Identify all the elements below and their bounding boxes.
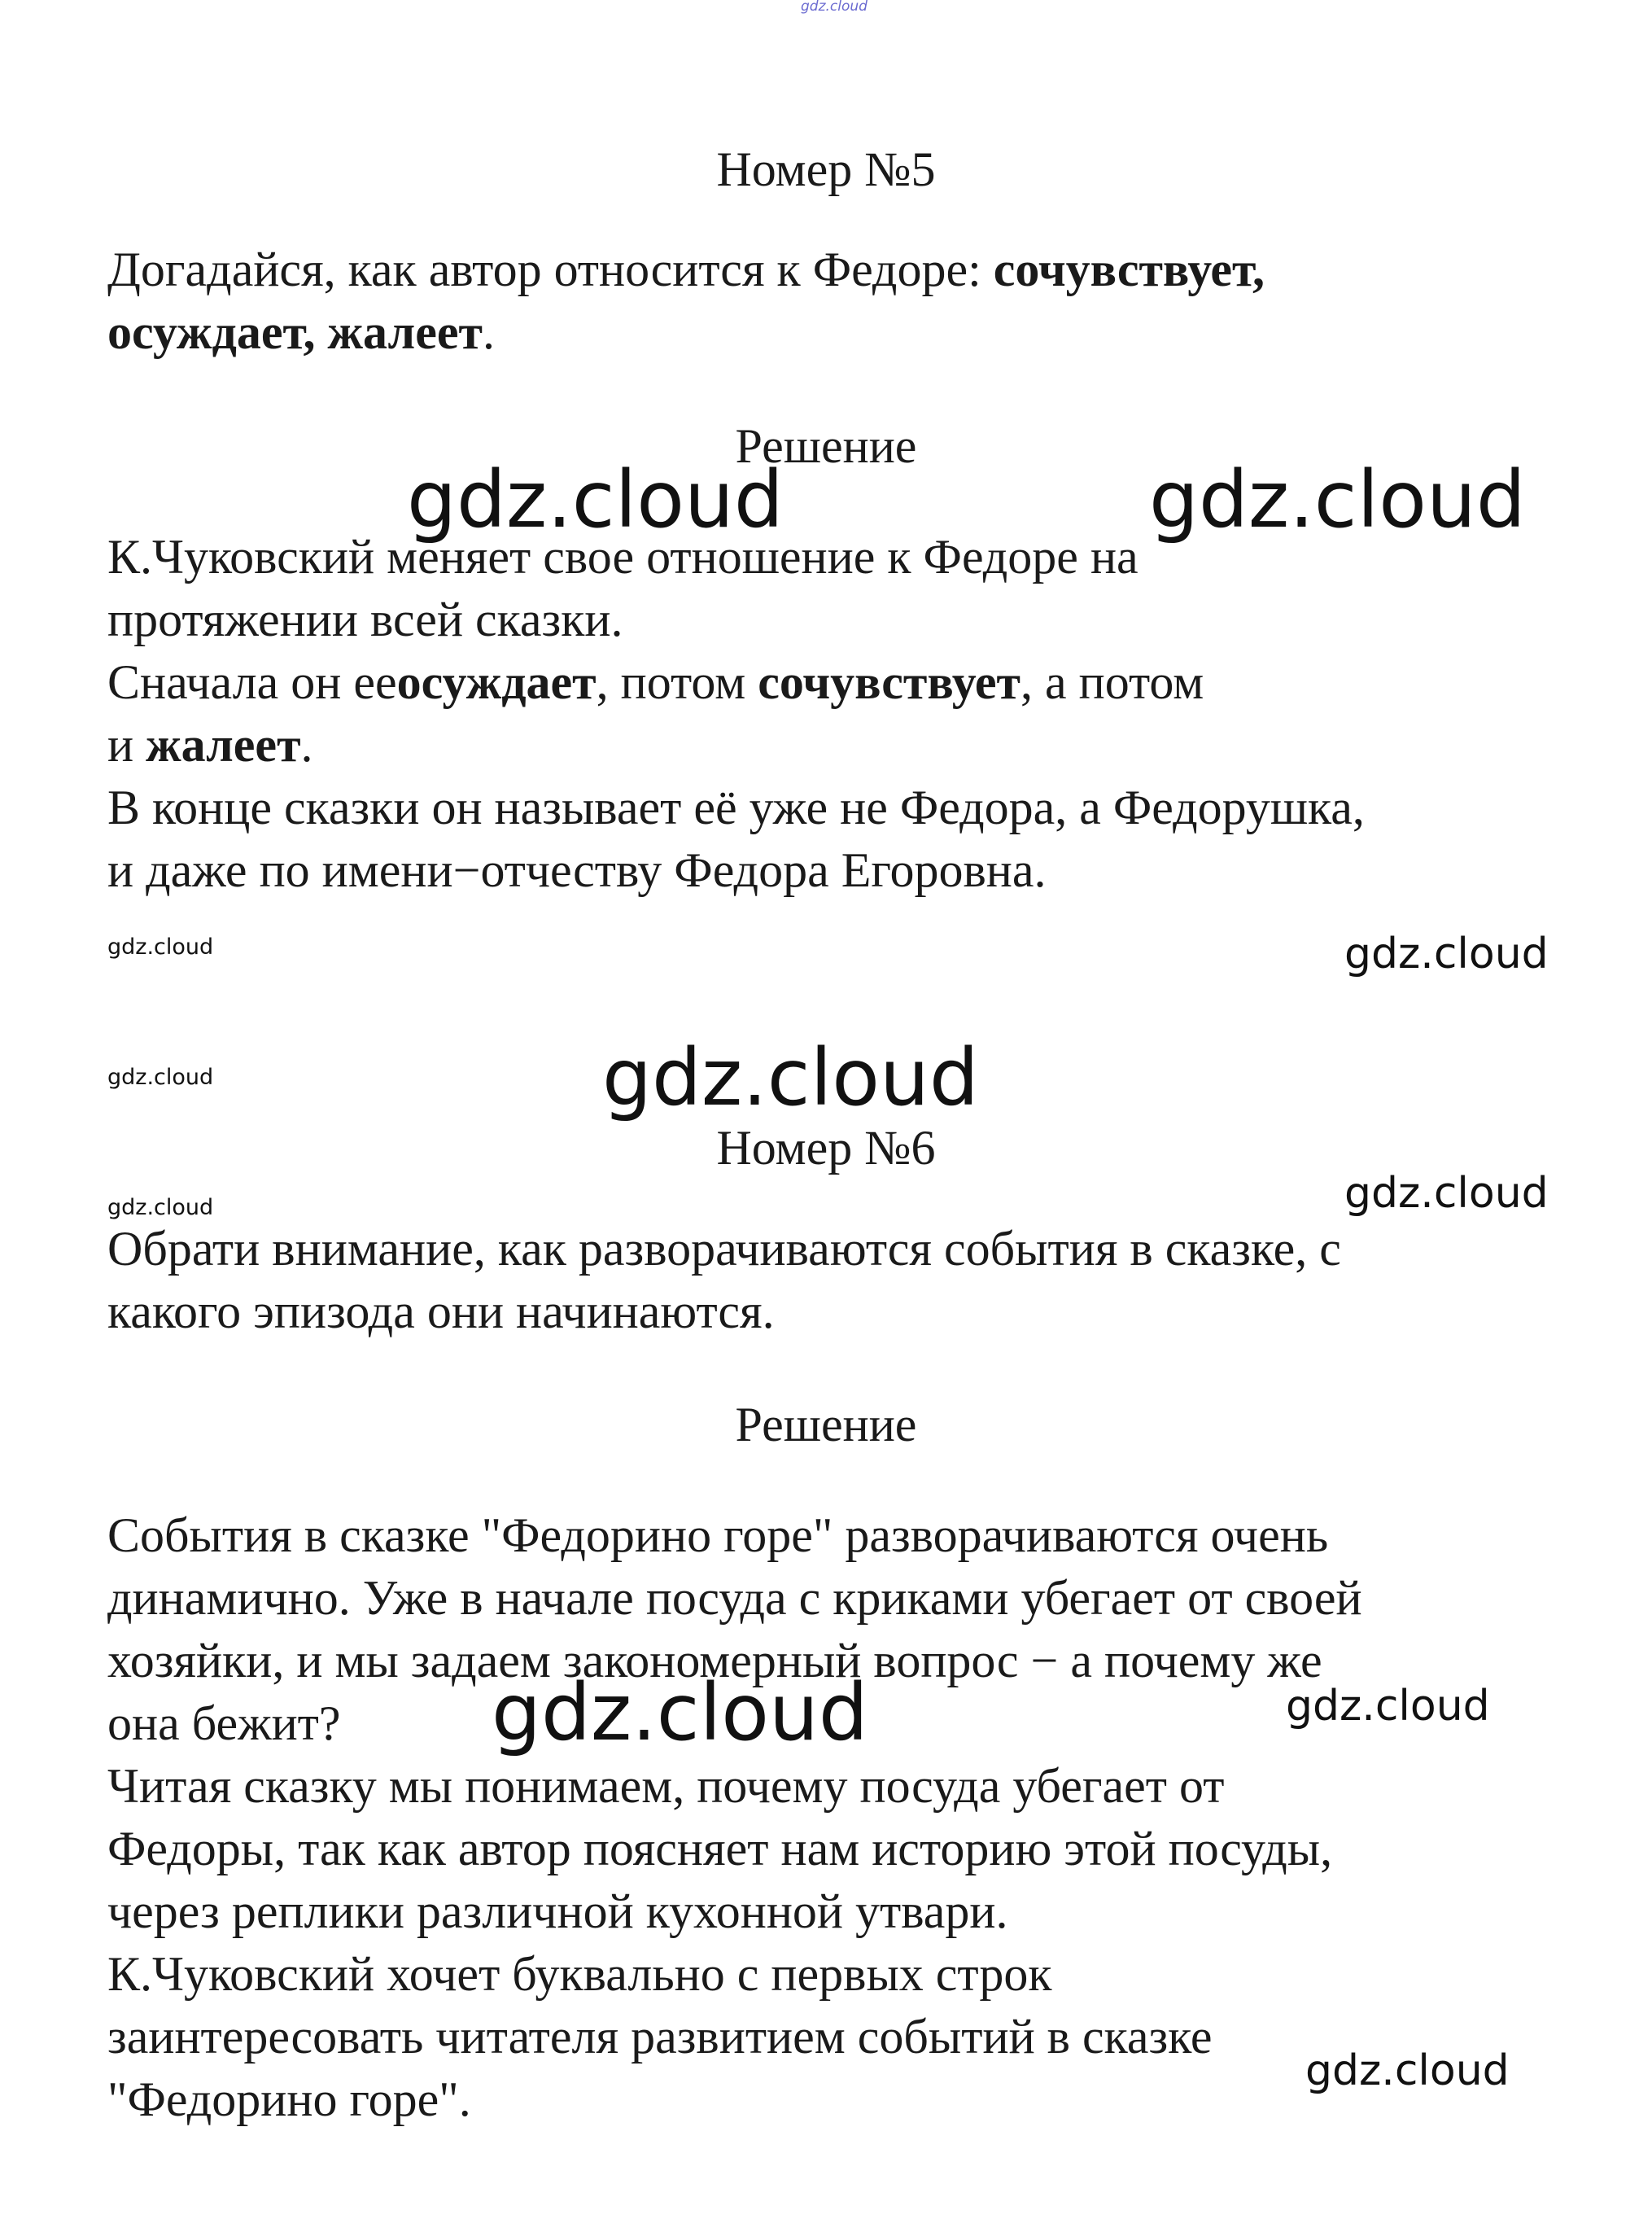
task5-question-line1: Догадайся, как автор относится к Федоре: сочувствует, xyxy=(107,243,1265,296)
task5-answer-line5: В конце сказки он называет её уже не Федора, а Федорушка, xyxy=(107,781,1365,834)
task6-answer-line1: События в сказке "Федорино горе" разворачиваются очень xyxy=(107,1508,1329,1562)
task6-answer-line3: хозяйки, и мы задаем закономерный вопрос − а почему же xyxy=(107,1634,1322,1687)
task6-answer-line10: "Федорино горе". xyxy=(107,2072,471,2126)
task6-answer-line2: динамично. Уже в начале посуда с криками убегает от своей xyxy=(107,1571,1362,1625)
watermark: gdz.cloud xyxy=(107,1065,214,1090)
task5-solution-heading: Решение xyxy=(735,419,917,473)
task5-question-bold1: сочувствует, xyxy=(993,243,1265,296)
task5-answer-line1: К.Чуковский меняет свое отношение к Федоре на xyxy=(107,530,1138,584)
top-watermark: gdz.cloud xyxy=(801,0,868,15)
task5-question xyxy=(107,239,1556,364)
watermark: gdz.cloud xyxy=(107,934,214,960)
task5-question-bold2: осуждает, жалеет xyxy=(107,305,483,359)
watermark: gdz.cloud xyxy=(1344,930,1549,978)
task6-solution-heading: Решение xyxy=(735,1398,917,1451)
task6-question xyxy=(107,1218,1556,1343)
task6-question-line1: Обрати внимание, как разворачиваются события в сказке, с xyxy=(107,1222,1341,1276)
task6-answer-line9: заинтересовать читателя развитием событий в сказке xyxy=(107,2010,1213,2064)
task6-answer-line8: К.Чуковский хочет буквально с первых строк xyxy=(107,1947,1052,2001)
task5-heading: Номер №5 xyxy=(716,142,936,196)
watermark: gdz.cloud xyxy=(407,454,784,545)
task5-answer xyxy=(107,526,1556,902)
task6-answer xyxy=(107,1504,1556,2131)
watermark: gdz.cloud xyxy=(492,1667,868,1758)
task5-question-line2: осуждает, жалеет. xyxy=(107,305,495,359)
watermark: gdz.cloud xyxy=(1305,2046,1510,2095)
task6-question-line2: какого эпизода они начинаются. xyxy=(107,1284,775,1338)
watermark: gdz.cloud xyxy=(602,1032,979,1123)
task6-answer-line4: она бежит? xyxy=(107,1696,341,1750)
task6-answer-line7: через реплики различной кухонной утвари. xyxy=(107,1884,1008,1938)
watermark: gdz.cloud xyxy=(107,1195,214,1220)
watermark: gdz.cloud xyxy=(1286,1682,1490,1731)
task6-answer-line5: Читая сказку мы понимаем, почему посуда убегает от xyxy=(107,1759,1225,1813)
watermark: gdz.cloud xyxy=(1149,454,1526,545)
watermark: gdz.cloud xyxy=(1344,1169,1549,1218)
task6-answer-line6: Федоры, так как автор поясняет нам историю этой посуды, xyxy=(107,1822,1333,1875)
task5-answer-line4: и жалеет. xyxy=(107,718,313,772)
task5-answer-line6: и даже по имени−отчеству Федора Егоровна. xyxy=(107,843,1047,897)
task6-heading: Номер №6 xyxy=(716,1121,936,1175)
task5-answer-line2: протяжении всей сказки. xyxy=(107,593,623,646)
task5-answer-line3: Сначала он ееосуждает, потом сочувствует, а потом xyxy=(107,655,1204,709)
